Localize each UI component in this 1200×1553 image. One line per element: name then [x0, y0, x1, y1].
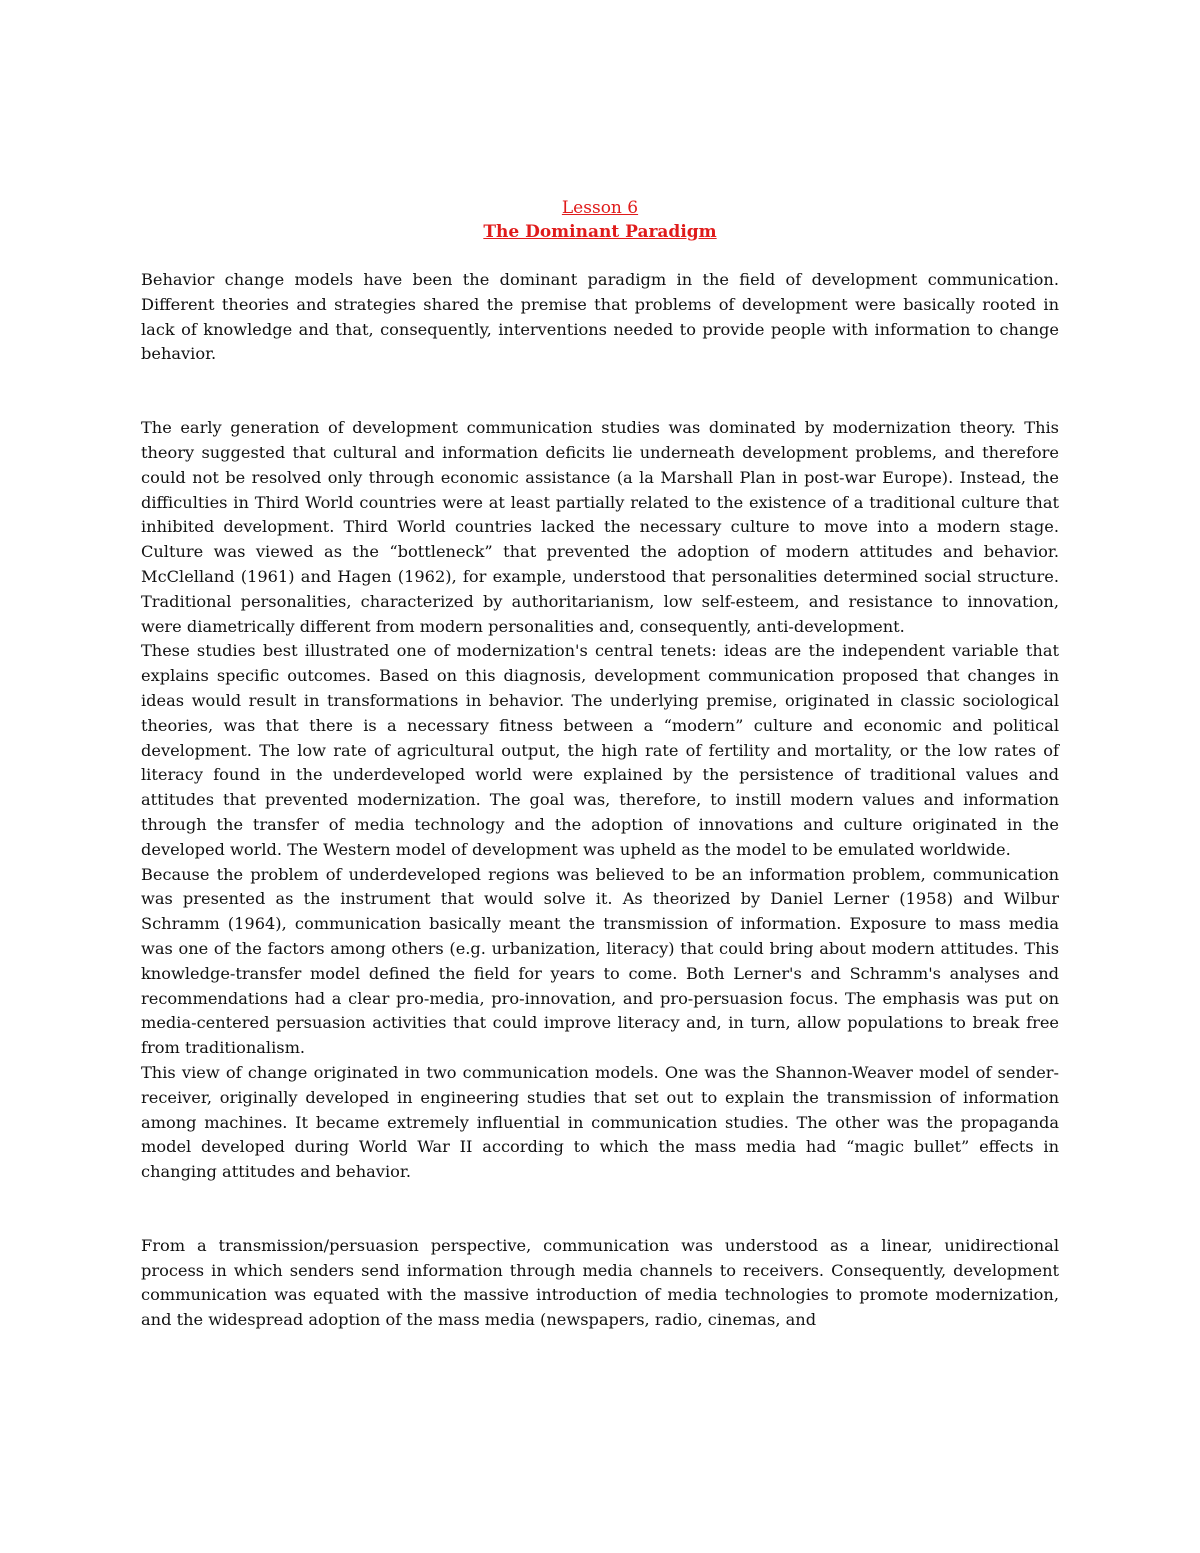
paragraph-gap — [141, 1185, 1059, 1234]
lesson-title: The Dominant Paradigm — [483, 222, 717, 242]
paragraph-gap — [141, 367, 1059, 416]
paragraph-information-problem: Because the problem of underdeveloped regions was believed to be an information problem, communication was presented as the instrument that would solve it. As theorized by Daniel Lerner (1958) and Wilbur Schramm (1964), communication basically meant the transmission of information. Exposure to mass media was one of the factors among others (e.g. urbanization, literacy) that could bring about modern attitudes. This knowledge-transfer model defined the field for years to come. Both Lerner's and Schramm's analyses and recommendations had a clear pro-media, pro-innovation, and pro-persuasion focus. The emphasis was put on media-centered persuasion activities that could improve literacy and, in turn, allow populations to break free from traditionalism. — [141, 864, 1059, 1058]
lesson-number: Lesson 6 — [561, 198, 639, 218]
paragraph-intro: Behavior change models have been the dominant paradigm in the field of development communication. Different theories and strategies shared the premise that problems of development were basically rooted in lack of knowledge and that, consequently, interventions needed to provide people with information to change behavior. — [141, 270, 1059, 364]
paragraph-central-tenets: These studies best illustrated one of modernization's central tenets: ideas are the independent variable that explains specific outcomes. Based on this diagnosis, development communication proposed that changes in ideas would result in transformations in behavior. The underlying premise, originated in classic sociological theories, was that there is a necessary fitness between a “modern” culture and economic and political development. The low rate of agricultural output, the high rate of fertility and mortality, or the low rates of literacy found in the underdeveloped world were explained by the persistence of traditional values and attitudes that prevented modernization. The goal was, therefore, to instill modern values and information through the transfer of media technology and the adoption of innovations and culture originated in the developed world. The Western model of development was upheld as the model to be emulated worldwide. — [141, 641, 1059, 859]
paragraph-communication-models: This view of change originated in two communication models. One was the Shannon-Weaver model of sender-receiver, originally developed in engineering studies that set out to explain the transmission of information among machines. It became extremely influential in communication studies. The other was the propaganda model developed during World War II according to which the mass media had “magic bullet” effects in changing attitudes and behavior. — [141, 1062, 1059, 1182]
paragraph-modernization: The early generation of development communication studies was dominated by modernization theory. This theory suggested that cultural and information deficits lie underneath development problems, and therefore could not be resolved only through economic assistance (a la Marshall Plan in post-war Europe). Instead, the difficulties in Third World countries were at least partially related to the existence of a traditional culture that inhibited development. Third World countries lacked the necessary culture to move into a modern stage. Culture was viewed as the “bottleneck” that prevented the adoption of modern attitudes and behavior. McClelland (1961) and Hagen (1962), for example, understood that personalities determined social structure. Traditional personalities, characterized by authoritarianism, low self-esteem, and resistance to innovation, were diametrically different from modern personalities and, consequently, anti-development. — [141, 418, 1059, 636]
paragraph-transmission-perspective: From a transmission/persuasion perspective, communication was understood as a linear, unidirectional process in which senders send information through media channels to receivers. Consequently, development communication was equated with the massive introduction of media technologies to promote modernization, and the widespread adoption of the mass media (newspapers, radio, cinemas, and — [141, 1235, 1059, 1330]
document-body — [141, 196, 1059, 1333]
